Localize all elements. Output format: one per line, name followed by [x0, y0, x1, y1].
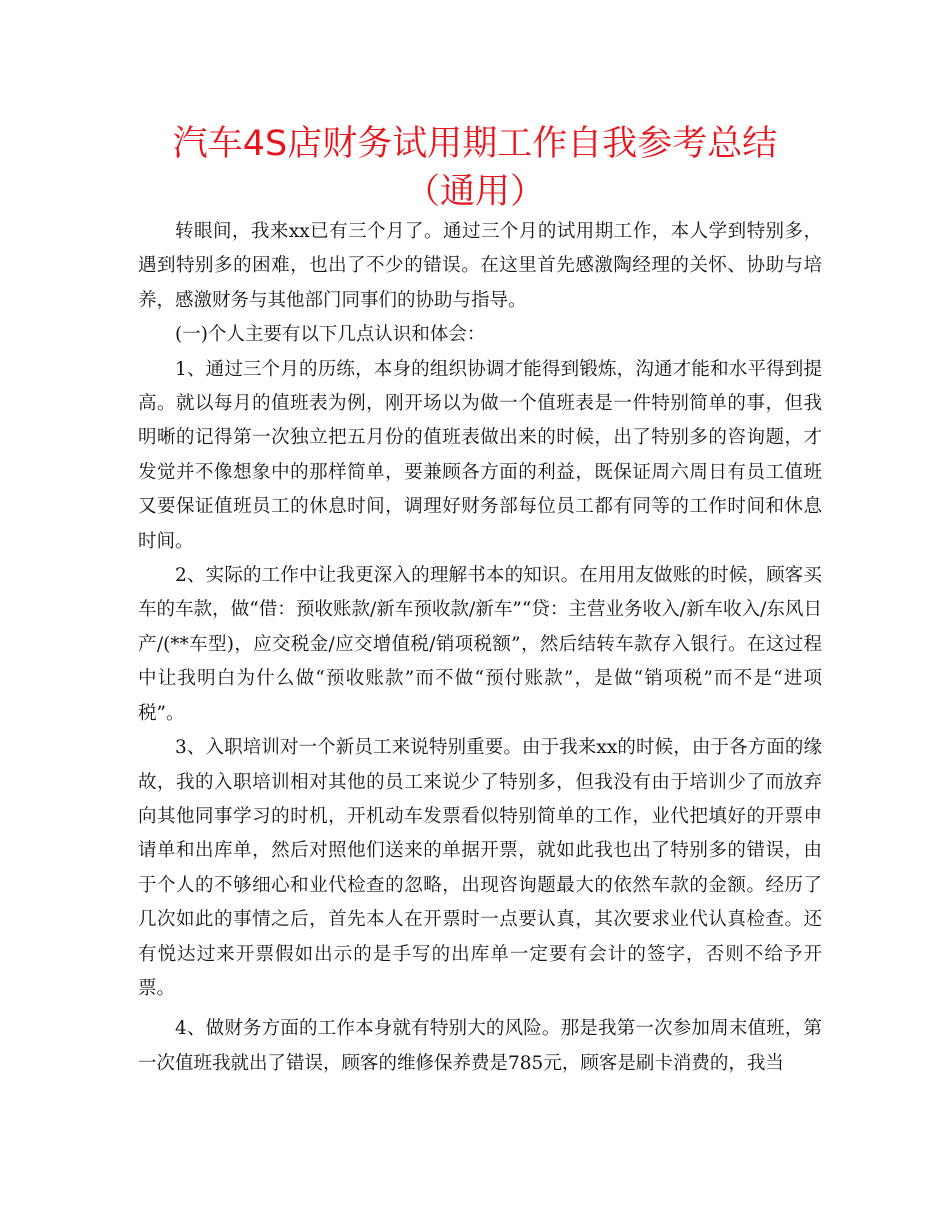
document-body	[138, 215, 822, 1081]
paragraph-point-1: 1、通过三个月的历练，本身的组织协调才能得到锻炼，沟通才能和水平得到提高。就以每月的值班表为例，刚开场以为做一个值班表是一件特别简单的事，但我明晰的记得第一次独立把五月份的值班表做出来的时候，出了特别多的咨询题，才发觉并不像想象中的那样简单，要兼顾各方面的利益，既保证周六周日有员工值班又要保证值班员工的休息时间，调理好财务部每位员工都有同等的工作时间和休息时间。	[138, 358, 822, 552]
paragraph-intro: 转眼间，我来xx已有三个月了。通过三个月的试用期工作，本人学到特别多，遇到特别多的困难，也出了不少的错误。在这里首先感激陶经理的关怀、协助与培养，感激财务与其他部门同事们的协助与指导。	[138, 221, 822, 311]
paragraph-point-3: 3、入职培训对一个新员工来说特别重要。由于我来xx的时候，由于各方面的缘故，我的入职培训相对其他的员工来说少了特别多，但我没有由于培训少了而放弃向其他同事学习的时机，开机动车发票看似特别简单的工作，业代把填好的开票申请单和出库单，然后对照他们送来的单据开票，就如此我也出了特别多的错误，由于个人的不够细心和业代检查的忽略，出现咨询题最大的依然车款的金额。经历了几次如此的事情之后，首先本人在开票时一点要认真，其次要求业代认真检查。还有悦达过来开票假如出示的是手写的出库单一定要有会计的签字，否则不给予开票。	[138, 737, 822, 999]
paragraph-point-2: 2、实际的工作中让我更深入的理解书本的知识。在用用友做账的时候，顾客买车的车款，做“借：预收账款/新车预收款/新车”“贷：主营业务收入/新车收入/东风日产/(**车型)，应交税金/应交增值税/销项税额”，然后结转车款存入银行。在这过程中让我明白为什么做“预收账款”而不做“预付账款”，是做“销项税”而不是“进项税”。	[138, 565, 822, 724]
document-title: 汽车4S店财务试用期工作自我参考总结（通用）	[172, 124, 778, 212]
paragraph-point-4: 4、做财务方面的工作本身就有特别大的风险。那是我第一次参加周末值班，第一次值班我就出了错误，顾客的维修保养费是785元，顾客是刷卡消费的，我当	[138, 1018, 822, 1074]
paragraph-section-heading: (一)个人主要有以下几点认识和体会：	[175, 324, 486, 346]
